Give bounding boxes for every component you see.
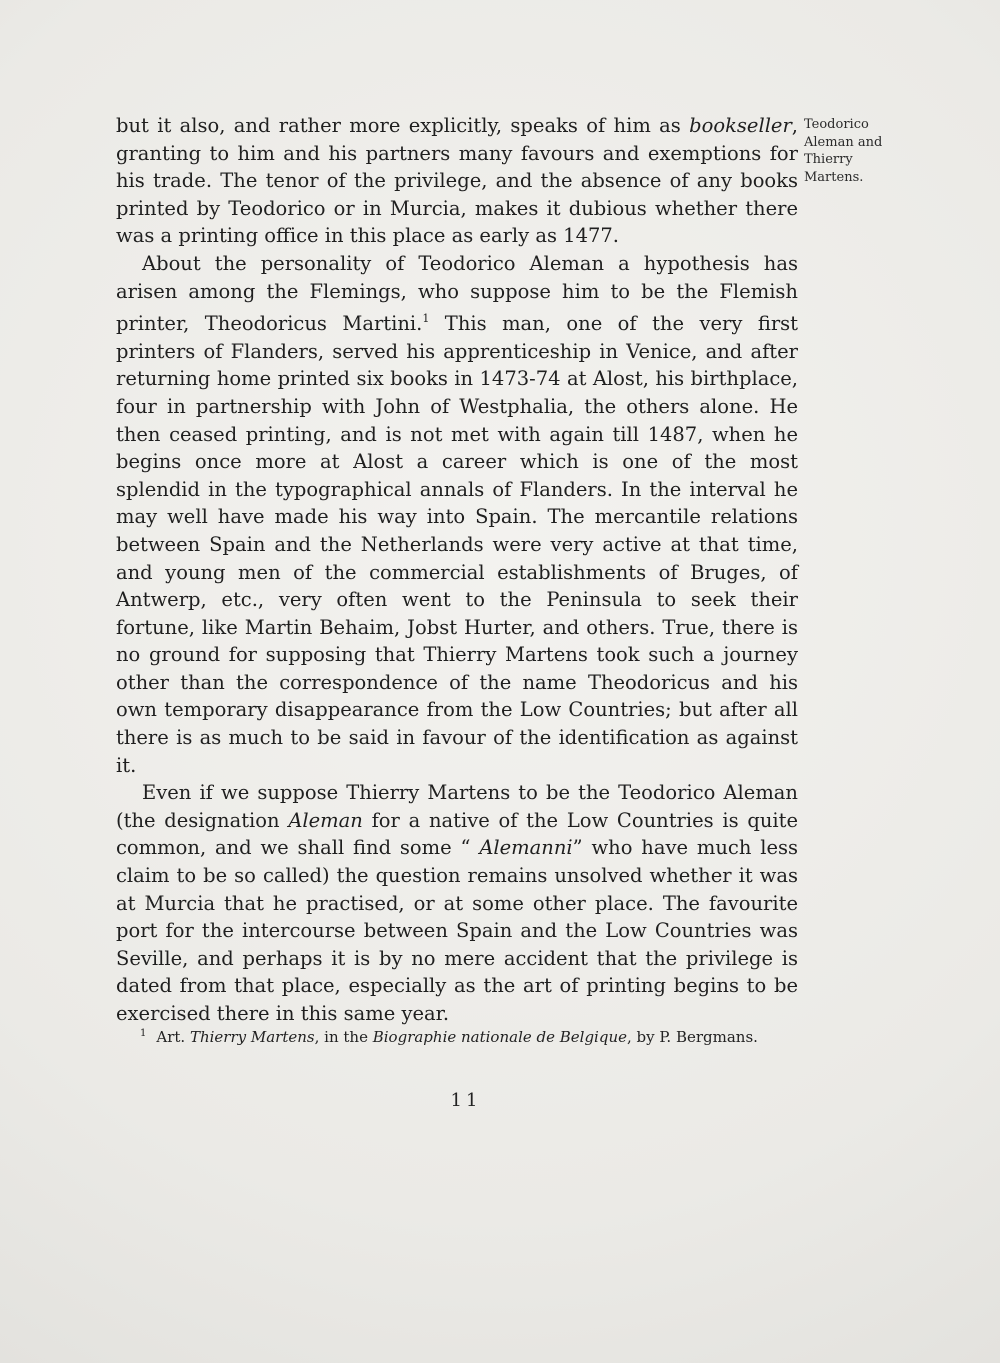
body-text — [116, 112, 798, 1028]
paragraph-3-text-c: ” who have much less claim to be so called) the question remains unsolved whether it was at Murcia that he practised, or at some other place. The favourite port for the intercourse between Spain and the Low Countries was Seville, and perhaps it is by no mere accident that the privilege is dated from that place, especially as the art of printing begins to be exercised there in this same year. — [116, 836, 798, 1025]
footnote-prefix: Art. — [156, 1028, 190, 1046]
margin-note-line: Teodorico — [804, 117, 869, 132]
footnote-italic-title: Thierry Martens — [189, 1028, 315, 1046]
footnote-marker: 1 — [140, 1028, 147, 1039]
footnote-suffix: , by P. Bergmans. — [627, 1028, 758, 1046]
footnote-middle: , in the — [314, 1028, 373, 1046]
margin-note — [804, 116, 904, 186]
paragraph-3-italic-a: Aleman — [288, 808, 363, 832]
footnote-italic-work: Biographie nationale de Belgique — [372, 1028, 627, 1046]
margin-note-line: Aleman and — [804, 134, 883, 150]
paragraph-1 — [116, 112, 798, 250]
margin-note-line: Thierry — [804, 152, 853, 167]
page-number: 11 — [450, 1090, 482, 1111]
margin-note-line: Martens. — [804, 169, 864, 185]
paragraph-3-text-b: for a native of the Low Countries is quite common, and we shall find some “ — [116, 808, 798, 860]
paragraph-1-text-b: , granting to him and his partners many favours and exemptions for his trade. The tenor of the privilege, and the absence of any books printed by Teodorico or in Murcia, makes it dubious whether there was a printing office in this place as early as 1477. — [116, 114, 798, 248]
paragraph-3-text-a: Even if we suppose Thierry Martens to be the Teodorico Aleman (the designation — [116, 781, 798, 832]
footnote — [140, 1024, 820, 1047]
footnote-reference[interactable]: 1 — [422, 312, 430, 326]
paragraph-3 — [116, 779, 798, 1027]
paragraph-2 — [116, 250, 798, 779]
paragraph-1-italic: bookseller — [689, 114, 792, 137]
paragraph-1-text-a: but it also, and rather more explicitly, speaks of him as — [116, 114, 690, 137]
paragraph-3-italic-b: Alemanni — [479, 836, 573, 860]
paragraph-2-text-b: This man, one of the very first printers of Flanders, served his apprenticeship in Venice, and after returning home printed six books in 1473-74 at Alost, his birthplace, four in partnership with John of Westphalia, the others alone. He then ceased printing, and is not met with again till 1487, when he begins once more at Alost a career which is one of the most splendid in the typographical annals of Flanders. In the interval he may well have made his way into Spain. The mercantile relations between Spain and the Netherlands were very active at that time, and young men of the commercial establishments of Bruges, of Antwerp, etc., very often went to the Peninsula to seek their fortune, like Martin Behaim, Jobst Hurter, and others. True, there is no ground for supposing that Thierry Martens took such a journey other than the correspondence of the name Theodoricus and his own temporary disappearance from the Low Countries; but after all there is as much to be said in favour of the identification as against it. — [116, 312, 798, 777]
paragraph-2-text-a: About the personality of Teodorico Aleman a hypothesis has arisen among the Flemings, who suppose him to be the Flemish printer, Theodoricus Martini. — [116, 251, 798, 336]
